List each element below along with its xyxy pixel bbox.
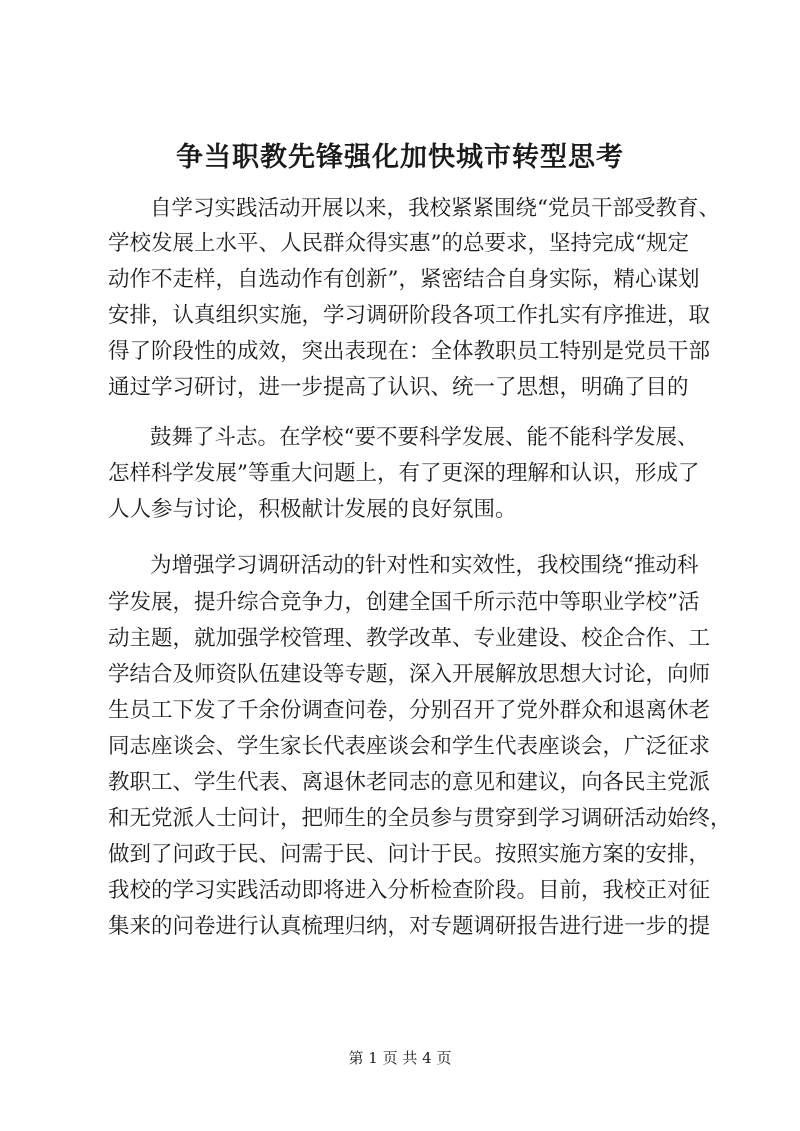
paragraph-line: 学发展，提升综合竞争力，创建全国千所示范中等职业学校”活 xyxy=(108,590,700,615)
paragraph-line: 学校发展上水平、人民群众得实惠”的总要求，坚持完成“规定 xyxy=(108,231,689,256)
page-footer: 第 1 页 共 4 页 xyxy=(348,1049,452,1067)
paragraph-line: 通过学习研讨，进一步提高了认识、统一了思想，明确了目的 xyxy=(108,375,689,400)
paragraph-line: 和无党派人士问计，把师生的全员参与贯穿到学习调研活动始终， xyxy=(108,806,732,831)
paragraph-line: 鼓舞了斗志。在学校“要不要科学发展、能不能科学发展、 xyxy=(150,425,699,450)
paragraph-line: 教职工、学生代表、离退休老同志的意见和建议，向各民主党派 xyxy=(108,770,711,795)
paragraph-line: 怎样科学发展”等重大问题上，有了更深的理解和认识，形成了 xyxy=(108,461,700,486)
paragraph-line: 为增强学习调研活动的针对性和实效性，我校围绕“推动科 xyxy=(150,553,699,578)
paragraph-line: 得了阶段性的成效，突出表现在：全体教职员工特别是党员干部 xyxy=(108,339,711,364)
paragraph-line: 集来的问卷进行认真梳理归纳，对专题调研报告进行进一步的提 xyxy=(108,914,711,939)
paragraph-line: 我校的学习实践活动即将进入分析检查阶段。目前，我校正对征 xyxy=(108,878,711,903)
paragraph-line: 人人参与讨论，积极献计发展的良好氛围。 xyxy=(108,497,517,522)
paragraph-line: 生员工下发了千余份调查问卷，分别召开了党外群众和退离休老 xyxy=(108,698,711,723)
paragraph-line: 动主题，就加强学校管理、教学改革、专业建设、校企合作、工 xyxy=(108,626,711,651)
paragraph-line: 自学习实践活动开展以来，我校紧紧围绕“党员干部受教育、 xyxy=(150,196,720,221)
paragraph-line: 学结合及师资队伍建设等专题，深入开展解放思想大讨论，向师 xyxy=(108,662,711,687)
paragraph-line: 做到了问政于民、问需于民、问计于民。按照实施方案的安排， xyxy=(108,842,711,867)
paragraph-line: 动作不走样，自选动作有创新”，紧密结合自身实际，精心谋划 xyxy=(108,267,700,292)
document-title: 争当职教先锋强化加快城市转型思考 xyxy=(176,142,624,173)
paragraph-line: 同志座谈会、学生家长代表座谈会和学生代表座谈会，广泛征求 xyxy=(108,734,711,759)
paragraph-line: 安排，认真组织实施，学习调研阶段各项工作扎实有序推进，取 xyxy=(108,303,711,328)
